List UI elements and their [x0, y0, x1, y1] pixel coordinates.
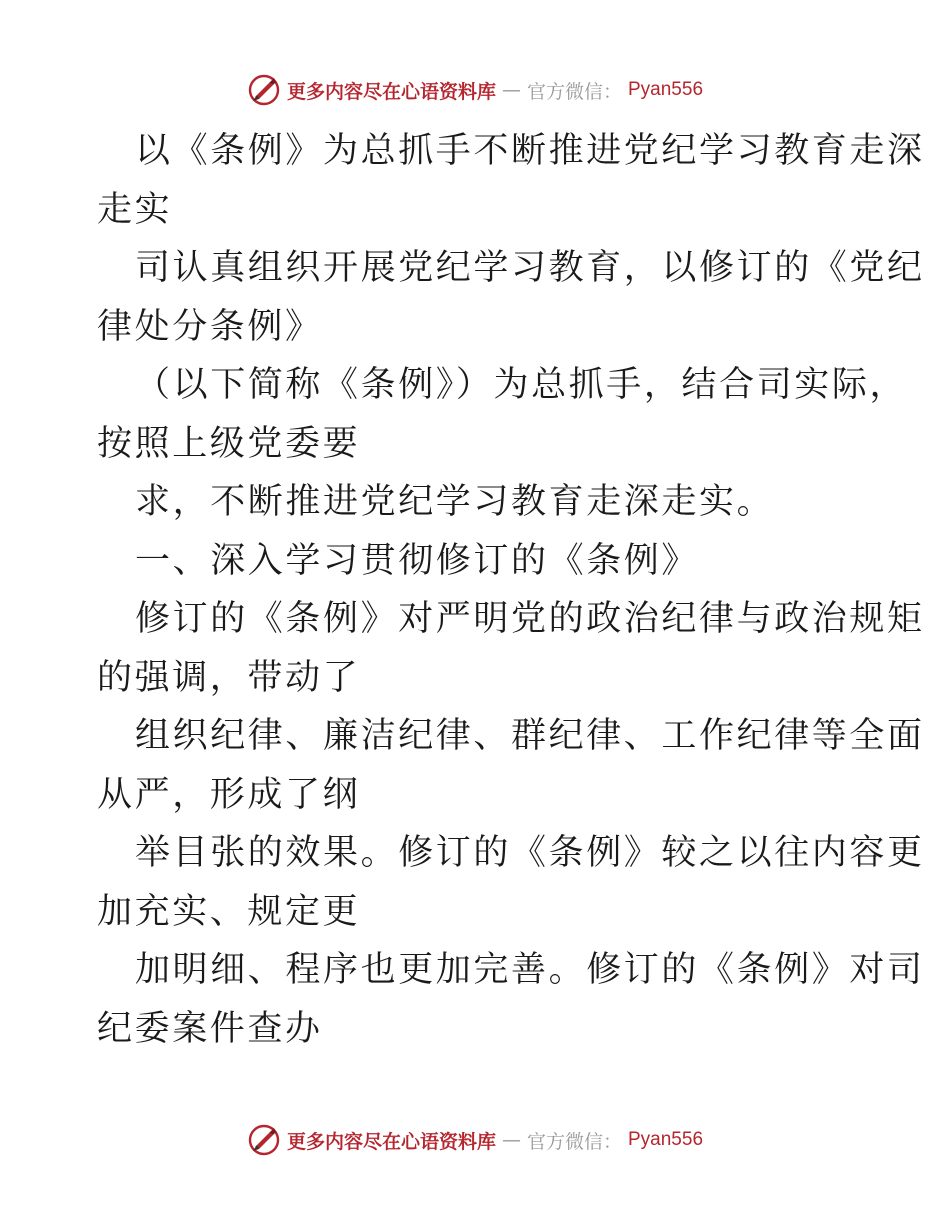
- document-line: 修订的《条例》对严明党的政治纪律与政治规矩: [135, 599, 925, 639]
- brand-logo-icon: [247, 73, 281, 107]
- banner-separator: —: [501, 79, 521, 101]
- header-banner: [0, 70, 950, 110]
- document-line: 以《条例》为总抓手不断推进党纪学习教育走深: [135, 131, 925, 171]
- document-line: （以下简称《条例》）为总抓手，结合司实际，: [135, 365, 908, 405]
- document-line: 律处分条例》: [97, 306, 323, 347]
- document-line: 求，不断推进党纪学习教育走深走实。: [135, 482, 775, 522]
- document-line: 从严，形成了纲: [97, 774, 361, 815]
- document-line: 纪委案件查办: [97, 1008, 323, 1049]
- document-line: 按照上级党委要: [97, 423, 361, 464]
- footer-banner: [0, 1120, 950, 1160]
- document-line: 的强调，带动了: [97, 657, 361, 698]
- header-banner-inner: [247, 73, 703, 107]
- document-line: 举目张的效果。修订的《条例》较之以往内容更: [135, 833, 925, 873]
- banner-separator: —: [501, 1129, 521, 1151]
- document-line: 司认真组织开展党纪学习教育，以修订的《党纪: [135, 248, 925, 288]
- document-line: 加明细、程序也更加完善。修订的《条例》对司: [135, 950, 925, 990]
- banner-wechat-id: Pyan556: [628, 79, 704, 100]
- document-body: [97, 122, 925, 1058]
- brand-logo-icon: [247, 1123, 281, 1157]
- banner-brand-text: 更多内容尽在心语资料库: [286, 1130, 496, 1153]
- document-line: 组织纪律、廉洁纪律、群纪律、工作纪律等全面: [135, 716, 925, 756]
- document-line: 加充实、规定更: [97, 891, 361, 932]
- banner-wechat-id: Pyan556: [628, 1129, 704, 1150]
- banner-wechat-label: 官方微信：: [526, 1130, 622, 1153]
- document-line: 走实: [97, 189, 173, 230]
- banner-wechat-label: 官方微信：: [526, 80, 622, 103]
- banner-brand-text: 更多内容尽在心语资料库: [286, 80, 496, 103]
- document-line: 一、深入学习贯彻修订的《条例》: [135, 540, 700, 581]
- footer-banner-inner: [247, 1123, 703, 1157]
